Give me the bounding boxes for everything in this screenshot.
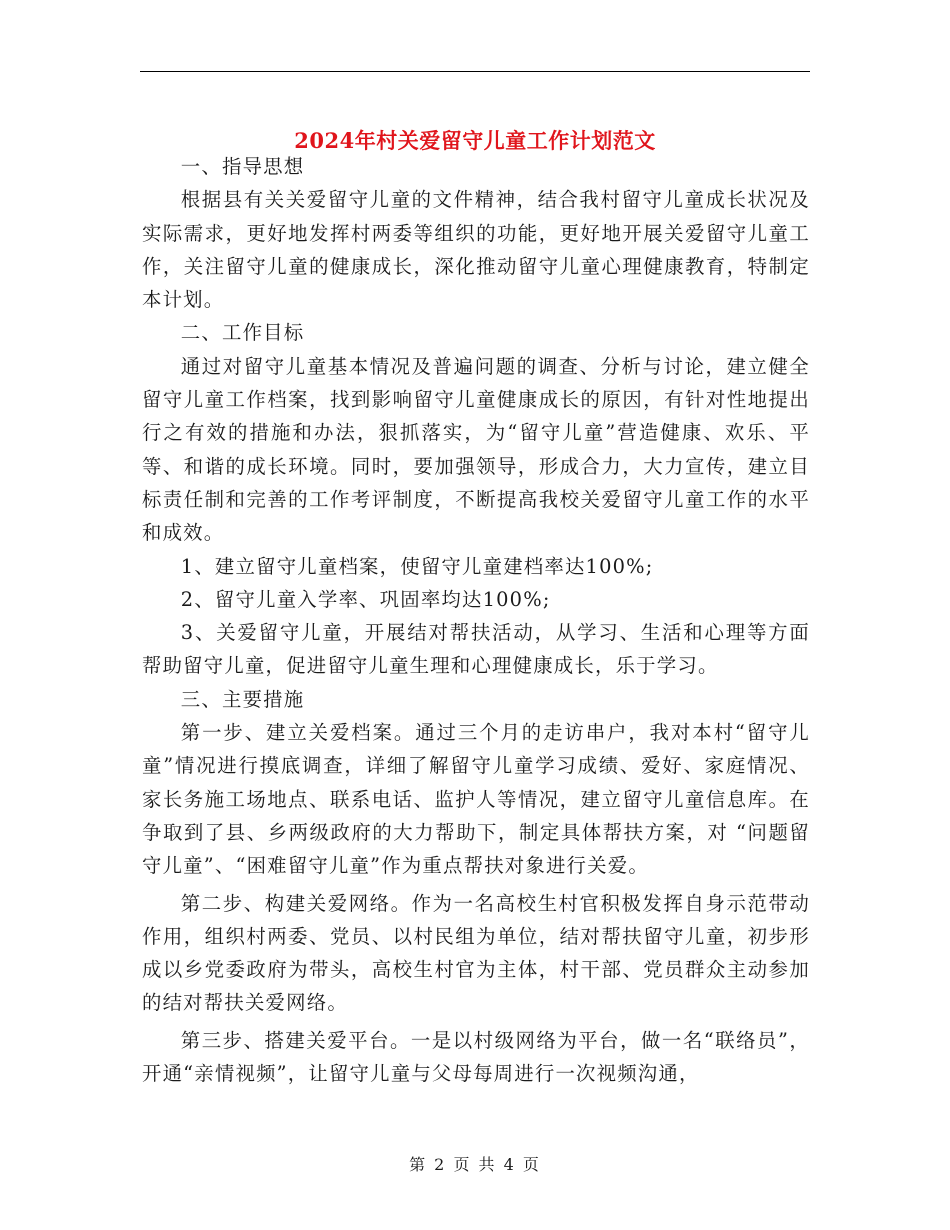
measure-step-1: 第一步、建立关爱档案。通过三个月的走访串户，我对本村“留守儿童”情况进行摸底调查，详细了解留守儿童学习成绩、爱好、家庭情况、家长务施工场地点、联系电话、监护人等情况，建立留守儿童信息库。在争取到了县、乡两级政府的大力帮助下，制定具体帮扶方案，对 “问题留守儿童”、“困难留守儿童”作为重点帮扶对象进行关爱。 xyxy=(142,721,810,878)
measure-step-3: 第三步、搭建关爱平台。一是以村级网络为平台，做一名“联络员”，开通“亲情视频”，让留守儿童与父母每周进行一次视频沟通， xyxy=(142,1028,810,1086)
header-rule xyxy=(140,71,810,72)
measure-step-2: 第二步、构建关爱网络。作为一名高校生村官积极发挥自身示范带动作用，组织村两委、党员、以村民组为单位，结对帮扶留守儿童，初步形成以乡党委政府为带头，高校生村官为主体，村干部、党员群众主动参加的结对帮扶关爱网络。 xyxy=(142,891,810,1015)
goal-item-3: 3、关爱留守儿童，开展结对帮扶活动，从学习、生活和心理等方面帮助留守儿童，促进留守儿童生理和心理健康成长，乐于学习。 xyxy=(142,621,810,678)
goal-item-1: 1、建立留守儿童档案，使留守儿童建档率达100%; xyxy=(180,554,654,578)
section-heading-main-measures: 三、主要措施 xyxy=(180,687,305,711)
document-body xyxy=(142,150,810,1090)
document-title: 2024年村关爱留守儿童工作计划范文 xyxy=(294,128,656,154)
body-paragraph: 通过对留守儿童基本情况及普遍问题的调查、分析与讨论，建立健全留守儿童工作档案，找到影响留守儿童健康成长的原因，有针对性地提出行之有效的措施和办法，狠抓落实，为“留守儿童”营造健康、欢乐、平等、和谐的成长环境。同时，要加强领导，形成合力，大力宣传，建立目标责任制和完善的工作考评制度，不断提高我校关爱留守儿童工作的水平和成效。 xyxy=(142,354,810,545)
section-heading-guiding-ideology: 一、指导思想 xyxy=(180,155,305,178)
page-number: 第 2 页 共 4 页 xyxy=(409,1155,541,1174)
section-heading-work-goals: 二、工作目标 xyxy=(180,321,305,345)
goal-item-2: 2、留守儿童入学率、巩固率均达100%; xyxy=(180,587,551,611)
body-paragraph: 根据县有关关爱留守儿童的文件精神，结合我村留守儿童成长状况及实际需求，更好地发挥村两委等组织的功能，更好地开展关爱留守儿童工作，关注留守儿童的健康成长，深化推动留守儿童心理健康教育，特制定本计划。 xyxy=(142,188,810,312)
